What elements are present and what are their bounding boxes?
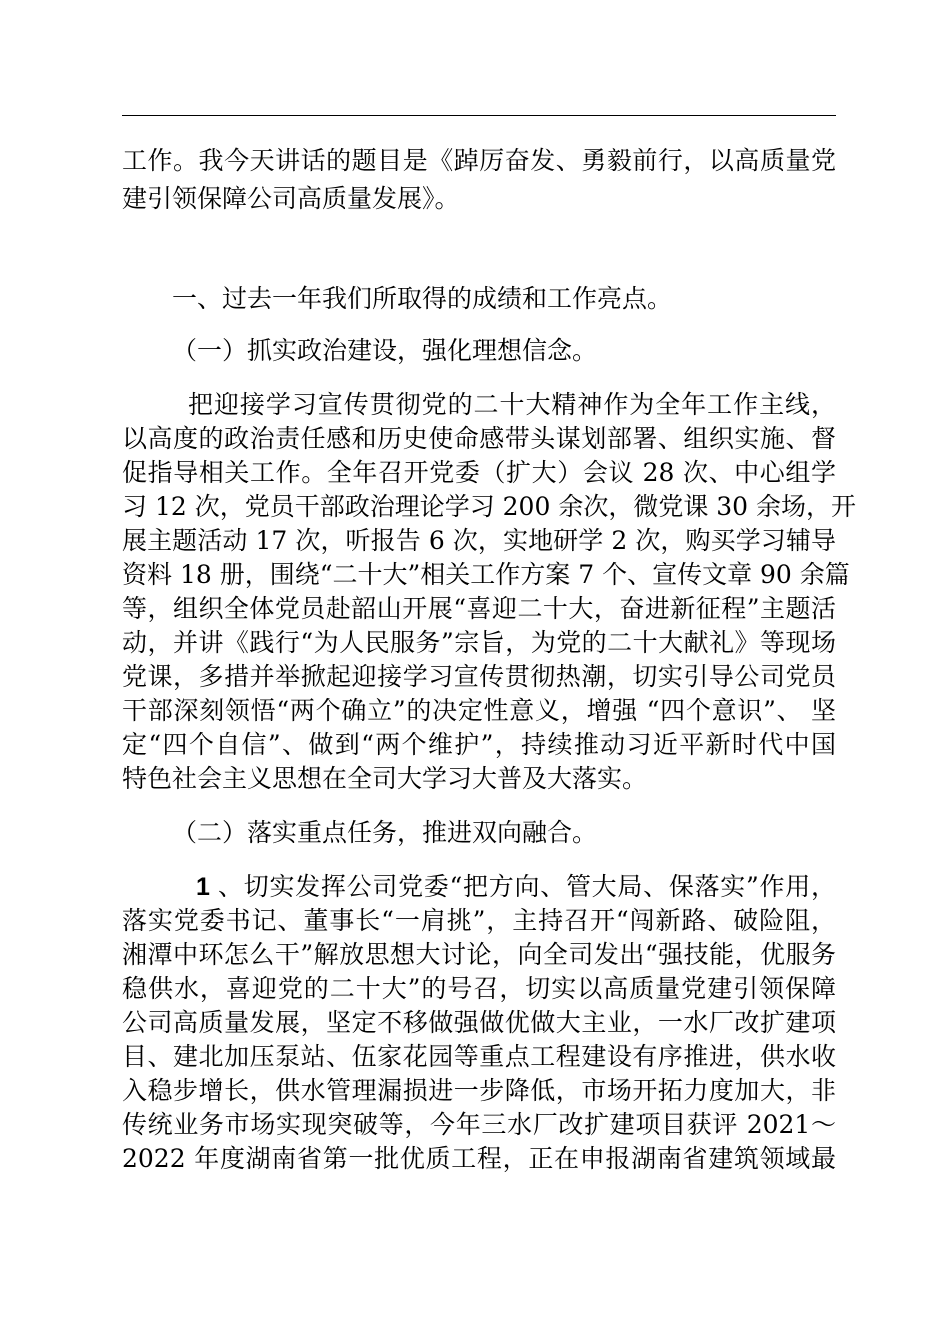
- paragraph-1-line-7: 等，组织全体党员赴韶山开展“喜迎二十大，奋进新征程”主题活: [122, 594, 836, 623]
- paragraph-2-line-9: 2022 年度湖南省第一批优质工程，正在申报湖南省建筑领域最: [122, 1144, 836, 1173]
- paragraph-1-line-6: 资料 18 册，围绕“二十大”相关工作方案 7 个、宣传文章 90 余篇: [122, 560, 850, 589]
- paragraph-2-line-3: 湘潭中环怎么干”解放思想大讨论，向全司发出“强技能，优服务: [122, 940, 836, 969]
- paragraph-1-line-11: 定“四个自信”、做到“两个维护”，持续推动习近平新时代中国: [122, 730, 836, 759]
- paragraph-2-line-7: 入稳步增长，供水管理漏损进一步降低，市场开拓力度加大，非: [122, 1076, 836, 1105]
- list-number-1: 1: [196, 873, 210, 901]
- paragraph-2-line-6: 目、建北加压泵站、伍家花园等重点工程建设有序推进，供水收: [122, 1042, 836, 1071]
- subsection-heading-1: （一）抓实政治建设，强化理想信念。: [172, 336, 598, 365]
- paragraph-1-line-8: 动，并讲《践行“为人民服务”宗旨，为党的二十大献礼》等现场: [122, 628, 836, 657]
- paragraph-2-line-8: 传统业务市场实现突破等，今年三水厂改扩建项目获评 2021～: [122, 1110, 836, 1139]
- paragraph-1-line-12: 特色社会主义思想在全司大学习大普及大落实。: [122, 764, 648, 793]
- paragraph-1-line-2: 以高度的政治责任感和历史使命感带头谋划部署、组织实施、督: [122, 424, 836, 453]
- paragraph-1-line-9: 党课，多措并举掀起迎接学习宣传贯彻热潮，切实引导公司党员: [122, 662, 836, 691]
- paragraph-2-line-4: 稳供水，喜迎党的二十大”的号召，切实以高质量党建引领保障: [122, 974, 836, 1003]
- paragraph-1-line-1: 把迎接学习宣传贯彻党的二十大精神作为全年工作主线，: [188, 390, 836, 419]
- paragraph-2-line-2: 落实党委书记、董事长“一肩挑”，主持召开“闯新路、破险阻，: [122, 906, 836, 935]
- paragraph-1-line-5: 展主题活动 17 次，听报告 6 次，实地研学 2 次，购买学习辅导: [122, 526, 836, 555]
- text-line-2: 建引领保障公司高质量发展》。: [122, 184, 460, 213]
- paragraph-2-line-1: 、切实发挥公司党委“把方向、管大局、保落实”作用，: [218, 872, 836, 901]
- subsection-heading-2: （二）落实重点任务，推进双向融合。: [172, 818, 598, 847]
- section-heading-1: 一、过去一年我们所取得的成绩和工作亮点。: [172, 284, 673, 313]
- paragraph-1-line-3: 促指导相关工作。全年召开党委（扩大）会议 28 次、中心组学: [122, 458, 836, 487]
- text-line-1: 工作。我今天讲话的题目是《踔厉奋发、勇毅前行，以高质量党: [122, 146, 836, 175]
- paragraph-1-line-4: 习 12 次，党员干部政治理论学习 200 余次，微党课 30 余场，开: [122, 492, 857, 521]
- paragraph-1-line-10: 干部深刻领悟“两个确立”的决定性意义，增强 “四个意识”、 坚: [122, 696, 836, 725]
- paragraph-2-line-5: 公司高质量发展，坚定不移做强做优做大主业，一水厂改扩建项: [122, 1008, 836, 1037]
- header-rule: [122, 115, 836, 116]
